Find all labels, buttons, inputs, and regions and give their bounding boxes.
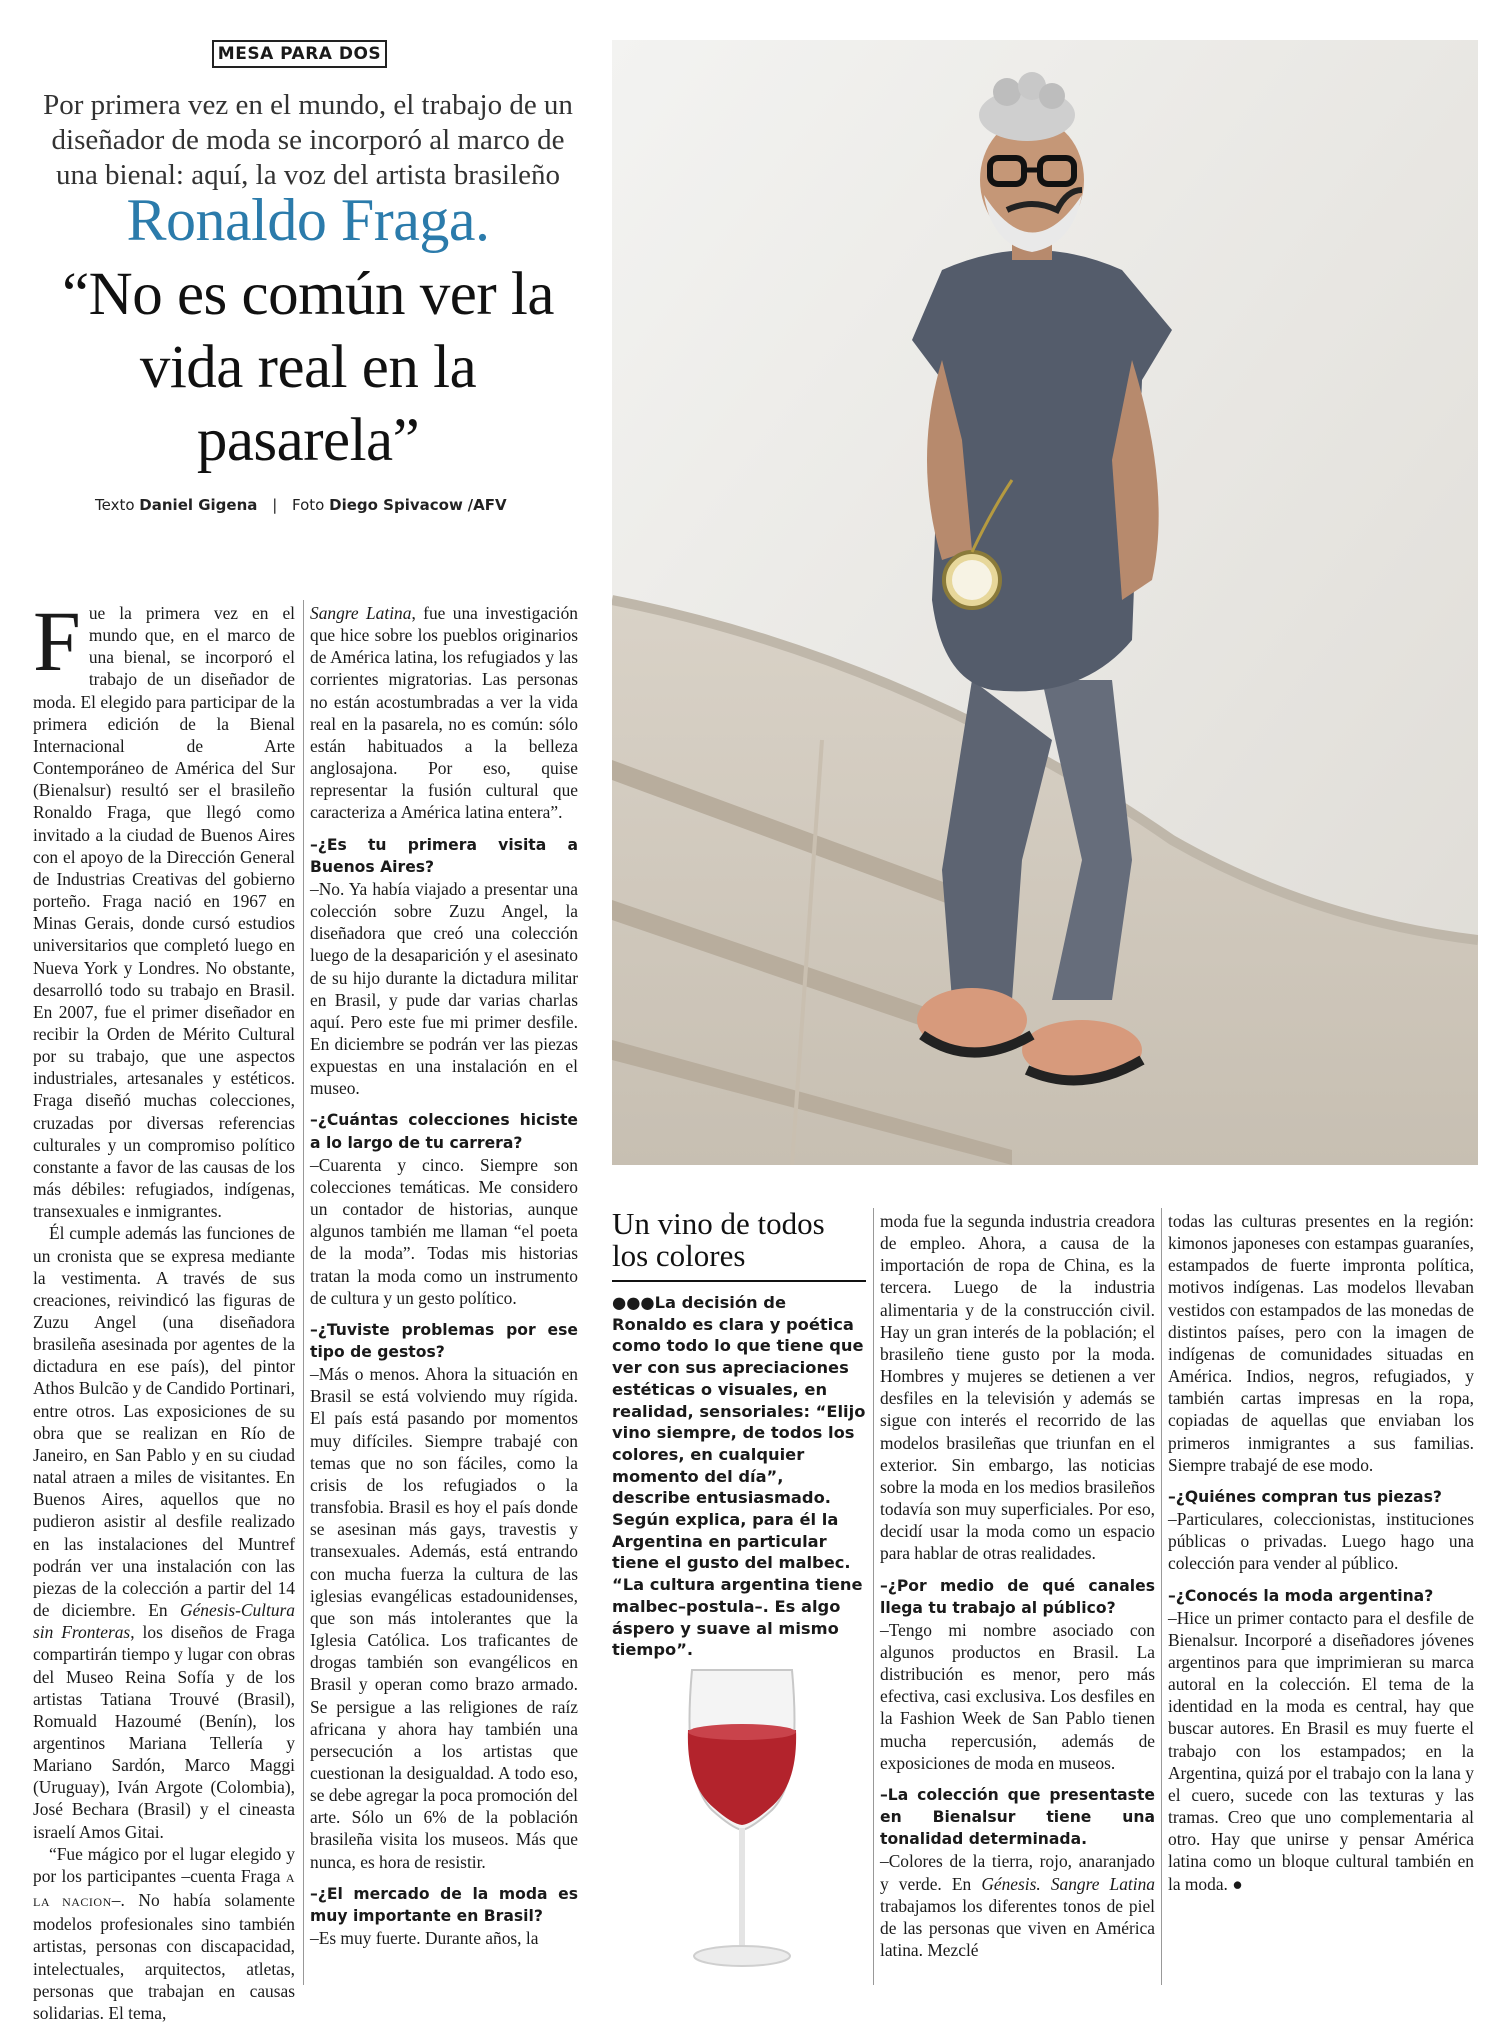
end-mark-icon: ●: [1232, 1873, 1243, 1894]
byline-author: Daniel Gigena: [139, 496, 258, 514]
article-paragraph: Fue la primera vez en el mundo que, en el marco de una bienal, se incorporó el trabajo de un diseñador de moda. El elegido para participar de la primera edición de la Bienal Internacional de Arte Contemporáneo de América del Sur (Bienalsur) resultó ser el brasileño Ronaldo Fraga, que llegó como invitado a la ciudad de Buenos Aires con el apoyo de la Dirección General de Industrias Creativas del gobierno porteño. Fraga nació en 1967 en Minas Gerais, donde cursó estudios universitarios que completó luego en Nueva York y Londres. No obstante, desarrolló todo su trabajo en Brasil. En 2007, fue el primer diseñador en recibir la Orden de Mérito Cultural por su trabajo, que une aspectos industriales, artesanales y estéticos. Fraga diseñó muchas colecciones, cruzadas por diversas referencias culturales y un compromiso político constante a favor de las causas de los más débiles: refugiados, indígenas, transexuales e inmigrantes.: [33, 593, 295, 1222]
byline-agency: /AFV: [467, 496, 507, 514]
interview-answer: –Particulares, coleccionistas, instituciones públicas o privadas. Luego hago una colección para vender al público.: [1168, 1509, 1474, 1574]
interview-answer: –Tengo mi nombre asociado con algunos productos en Brasil. La distribución es menor, pero más efectiva, casi exclusiva. Los desfiles en la Fashion Week de San Pablo tienen mucha repercusión, además de exposiciones de moda en museos.: [880, 1619, 1155, 1773]
portrait-illustration: [612, 40, 1478, 1165]
sidebar-body: ●●●La decisión de Ronaldo es clara y poética como todo lo que tiene que ver con sus apreciaciones estéticas o visuales, en realidad, sensoriales: “Elijo vino siempre, de todos los colores, en cualquier momento del día”, describe entusiasmado. Según explica, para él la Argentina en particular tiene el gusto del malbec. “La cultura argentina tiene malbec–postula–. Es algo áspero y suave al mismo tiempo”.: [612, 1293, 866, 1660]
column-rule: [303, 600, 304, 1985]
headline-name: Ronaldo Fraga.: [126, 187, 490, 253]
interview-answer: –No. Ya había viajado a presentar una colección sobre Zuzu Angel, la diseñadora que creó una colección luego de la desaparición y el asesinato de su hijo durante la dictadura militar en Brasil, y pude dar varias charlas aquí. Pero este fue mi primer desfile. En diciembre se podrán ver las piezas expuestas en una instalación en el museo.: [310, 878, 578, 1099]
article-column-1: [33, 593, 295, 2024]
interview-question: –La colección que presentaste en Bienalsur tiene una tonalidad determinada.: [880, 1785, 1155, 1849]
interview-answer: –Colores de la tierra, rojo, anaranjado y verde. En Génesis. Sangre Latina trabajamos los diferentes tonos de piel de las personas que viven en América latina. Mezclé: [880, 1851, 1155, 1960]
interview-answer: –Es muy fuerte. Durante años, la: [310, 1928, 539, 1949]
article-column-2: [310, 602, 578, 1949]
byline-photo-label: Foto: [292, 496, 325, 514]
article-paragraph: “Fue mágico por el lugar elegido y por los participantes –cuenta Fraga A LA NACION–. No había solamente modelos profesionales sino también artistas, personas con discapacidad, intelectuales, arquitectos, atletas, personas que trabajan en causas solidarias. El tema,: [33, 1843, 295, 2023]
headline-quote: “No es común ver la vida real en la pasarela”: [62, 261, 554, 474]
article-paragraph: moda fue la segunda industria creadora de empleo. Ahora, a causa de la importación de ropa de China, es la tercera. Luego de la industria alimentaria y de la construcción civil. Hay un gran interés de la población; el brasileño tiene gusto por la moda. Hombres y mujeres se detienen a ver desfiles en la televisión y además se sigue con interés el recorrido de las modelos brasileñas que triunfan en el exterior. Sin embargo, las noticias sobre la moda en los medios brasileños todavía son muy superficiales. Por eso, decidí usar la moda como un espacio para hablar de otras realidades.: [880, 1211, 1155, 1564]
interview-question: –¿Cuántas colecciones hiciste a lo largo de tu carrera?: [310, 1111, 578, 1152]
byline-text-label: Texto: [95, 496, 135, 514]
interview-question: –¿Tuviste problemas por ese tipo de gestos?: [310, 1320, 578, 1361]
deck: Por primera vez en el mundo, el trabajo de un diseñador de moda se incorporó al marco de una bienal: aquí, la voz del artista brasileño: [43, 89, 573, 191]
sidebar-title: Un vino de todos los colores: [612, 1206, 825, 1273]
article-column-5: [1168, 1210, 1474, 1895]
interview-question: –¿Por medio de qué canales llega tu trabajo al público?: [880, 1576, 1155, 1617]
article-paragraph: todas las culturas presentes en la región: kimonos japoneses con estampas guaraníes, estampados de fuerte impronta política, motivos indígenas. Las modelos llevaban vestidos con estampados de las monedas de distintos países, pero con la imagen de indígenas de comunidades situadas en América. Indios, negros, refugiados, y también cartas impresas en la ropa, copiadas de aquellas que enviaban los primeros inmigrantes a sus familias. Siempre trabajé de ese modo.: [1168, 1211, 1474, 1475]
column-rule: [873, 1208, 874, 1985]
byline-photographer: Diego Spivacow: [329, 496, 463, 514]
byline: Texto Daniel Gigena | Foto Diego Spivacow /AFV: [95, 496, 507, 514]
interview-answer: –Cuarenta y cinco. Siempre son colecciones temáticas. Me considero un contador de historias, aunque algunos también me llaman “el poeta de la moda”. Todas mis historias tratan la moda como un instrumento de cultura y un gesto político.: [310, 1154, 578, 1308]
interview-question: –¿El mercado de la moda es muy importante en Brasil?: [310, 1884, 578, 1925]
article-column-4: [880, 1210, 1155, 1961]
section-tag: MESA PARA DOS: [212, 40, 387, 68]
interview-question: –¿Es tu primera visita a Buenos Aires?: [310, 835, 578, 876]
sidebar-rule: [612, 1280, 866, 1282]
column-rule: [1161, 1208, 1162, 1985]
bullet-icons: ●●●: [612, 1293, 655, 1312]
wine-glass-icon: [672, 1660, 812, 1980]
article-paragraph: Él cumple además las funciones de un cronista que se expresa mediante la vestimenta. A través de sus creaciones, reivindicó las figuras de Zuzu Angel (una diseñadora brasileña asesinada por agentes de la dictadura en ese país), del pintor Athos Bulcão y de Candido Portinari, entre otros. Las exposiciones de su obra que se realizan en Río de Janeiro, en San Pablo y en su ciudad natal atraen a miles de visitantes. En Buenos Aires, aquellos que no pudieron asistir al desfile realizado en las instalaciones del Muntref podrán ver una instalación con las piezas de la colección a partir del 14 de diciembre. En Génesis-Cultura sin Fronteras, los diseños de Fraga compartirán tiempo y lugar con obras del Museo Reina Sofía y de los artistas Tatiana Trouvé (Brasil), Romuald Hazoumé (Benín), los argentinos Mariana Tellería y Mariano Sardón, Marco Maggi (Uruguay), Iván Argote (Colombia), José Bechara (Brasil) y el cineasta israelí Amos Gitai.: [33, 1223, 295, 1842]
article-paragraph: Sangre Latina, fue una investigación que hice sobre los pueblos originarios de América latina, los refugiados y las corrientes migratorias. Las personas no están acostumbradas a ver la vida real en la pasarela, no es común: sólo están habituados a la belleza anglosajona. Por eso, quise representar la fusión cultural que caracteriza a América latina entera”.: [310, 603, 578, 823]
portrait-photo: [612, 40, 1478, 1165]
interview-answer: –Hice un primer contacto para el desfile de Bienalsur. Incorporé a diseñadores jóvenes argentinos para que imprimieran su marca autoral en la colección. El tema de la identidad en la moda es central, hay que buscar autores. En Brasil es muy fuerte el trabajo con los estampados; en la Argentina, quizá por el trabajo con la lana y el cuero, sucede con las texturas y las tramas. Creo que uno complementaria al otro. Hay que unirse y pensar América latina como un bloque cultural también en la moda. ●: [1168, 1607, 1474, 1894]
interview-question: –¿Quiénes compran tus piezas?: [1168, 1487, 1442, 1506]
interview-question: –¿Conocés la moda argentina?: [1168, 1586, 1434, 1605]
dropcap: F: [33, 593, 81, 689]
interview-answer: –Más o menos. Ahora la situación en Brasil se está volviendo muy rígida. El país está pasando por momentos muy difíciles. Siempre trabajé con temas que no son fáciles, como la crisis de los refugiados o la transfobia. Brasil es hoy el país donde se asesinan más gays, travestis y transexuales. Además, está entrando con mucha fuerza la cultura de las iglesias evangélicas estadounidenses, que son más intolerantes que la Iglesia Católica. Los traficantes de drogas también son evangélicos en Brasil y operan como brazo armado. Se persigue a las religiones de raíz africana y ahora hay también una persecución a los artistas que cuestionan la desigualdad. A todo eso, se debe agregar la poca promoción del arte. Sólo un 6% de la población brasileña visita los museos. Más que nunca, es hora de resistir.: [310, 1364, 578, 1872]
